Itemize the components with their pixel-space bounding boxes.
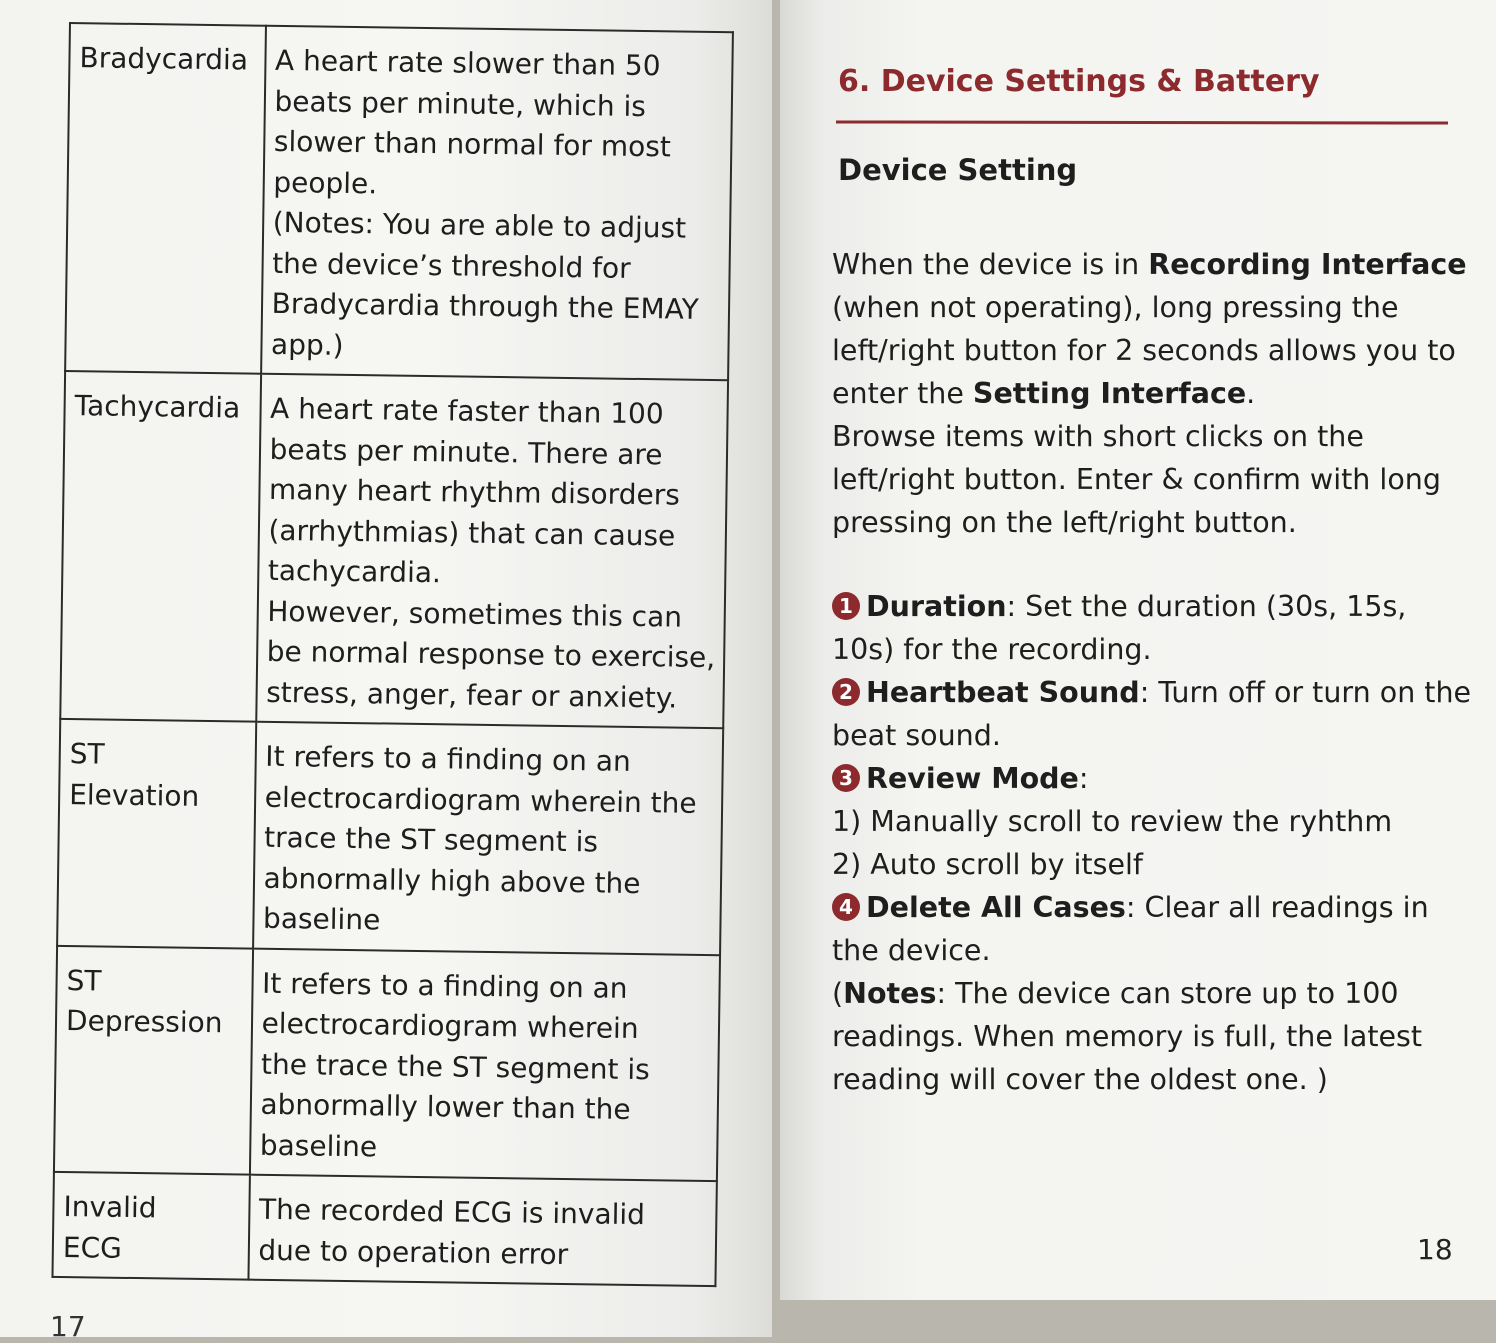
notes-open-paren: ( (832, 977, 844, 1010)
page-number-right: 18 (1417, 1233, 1453, 1266)
definition-line: The recorded ECG is invalid (258, 1192, 646, 1232)
intro-paragraph (832, 243, 1472, 415)
term-cell (60, 371, 260, 722)
recording-interface-term: Recording Interface (1148, 248, 1467, 281)
item-text: : (1078, 762, 1089, 795)
definition-line: tachycardia. (267, 553, 442, 590)
definition-line: (arrhythmias) that can cause (268, 513, 676, 553)
definition-line: slower than normal for most (273, 124, 672, 164)
term-line: ST (66, 963, 102, 998)
term-cell (54, 945, 253, 1174)
term-line: ST (69, 737, 105, 771)
definition-cell (261, 26, 733, 380)
definition-line: trace the ST segment is (263, 820, 599, 859)
table-row (52, 1172, 716, 1286)
item-text: : Set the duration (30s, 15s, 10s) for the recording. (832, 590, 1407, 666)
definition-line: app.) (270, 327, 344, 362)
term-line: Elevation (68, 777, 200, 813)
setting-item-delete-all-cases (832, 886, 1472, 972)
intro-text-1: When the device is in (832, 248, 1149, 281)
setting-interface-term: Setting Interface (972, 377, 1247, 410)
number-2-icon: 2 (832, 678, 860, 706)
glossary-table (51, 22, 733, 1287)
definition-cell (256, 374, 728, 728)
definition-line: It refers to a finding on an (261, 966, 628, 1005)
definition-line: A heart rate faster than 100 (269, 391, 664, 431)
review-option-1: 1) Manually scroll to review the ryhthm (832, 805, 1393, 838)
definition-line: However, sometimes this can (267, 594, 683, 634)
section-title: 6. Device Settings & Battery (838, 64, 1320, 99)
number-1-icon: 1 (832, 592, 860, 620)
definition-line: beats per minute, which is (274, 84, 647, 123)
definition-line: people. (273, 165, 378, 200)
definition-line: Bradycardia through the EMAY (271, 286, 699, 326)
review-option-2: 2) Auto scroll by itself (832, 848, 1143, 881)
item-text: : Clear all readings in the device. (832, 891, 1429, 967)
definition-line: abnormally lower than the (260, 1087, 631, 1126)
term-line: Bradycardia (79, 41, 249, 77)
definition-line: be normal response to exercise, (266, 634, 716, 675)
table-row (57, 719, 723, 955)
term-line: Tachycardia (74, 389, 241, 425)
definition-line: A heart rate slower than 50 (274, 43, 661, 83)
definition-line: many heart rhythm disorders (268, 472, 681, 512)
term-cell (52, 1172, 249, 1280)
definition-cell (249, 948, 720, 1181)
definition-line: the device’s threshold for (271, 246, 631, 285)
setting-item-duration (832, 585, 1472, 671)
intro-text-3: . (1246, 377, 1256, 410)
definition-cell (253, 722, 724, 955)
browse-paragraph: Browse items with short clicks on the left/right button. Enter & confirm with long pressing on the left/right button. (832, 420, 1441, 539)
item-text: : Turn off or turn on the beat sound. (832, 676, 1472, 752)
setting-item-heartbeat-sound (832, 671, 1472, 757)
notes-label: Notes (843, 977, 937, 1010)
term-cell (57, 719, 256, 948)
item-label: Delete All Cases (866, 891, 1126, 924)
term-line: Invalid (63, 1190, 157, 1225)
device-setting-body (832, 243, 1472, 1101)
definition-line: beats per minute. There are (269, 432, 663, 471)
number-3-icon: 3 (832, 764, 860, 792)
spacer (832, 544, 1472, 585)
definition-line: stress, anger, fear or anxiety. (265, 675, 678, 715)
setting-item-review-mode (832, 757, 1472, 800)
definition-line: the trace the ST segment is (260, 1047, 650, 1086)
definition-line: electrocardiogram wherein the (264, 780, 697, 820)
term-line: Depression (65, 1004, 223, 1040)
item-label: Duration (866, 590, 1007, 623)
definition-line: baseline (262, 901, 381, 937)
item-label: Heartbeat Sound (866, 676, 1140, 709)
notes-paragraph (832, 972, 1472, 1101)
subsection-title: Device Setting (838, 153, 1078, 187)
table-row (54, 945, 720, 1181)
item-label: Review Mode (866, 762, 1079, 795)
intro-text-2: (when not operating), long pressing the left/right button for 2 seconds allows you to enter the (832, 291, 1456, 410)
table-row (65, 23, 733, 380)
definition-line: (Notes: You are able to adjust (272, 205, 687, 245)
definition-line: due to operation error (258, 1233, 569, 1271)
term-cell (65, 23, 265, 374)
term-line: ECG (62, 1230, 123, 1265)
notes-text: : The device can store up to 100 readings. When memory is full, the latest reading will cover the oldest one. ) (832, 977, 1423, 1096)
definition-line: electrocardiogram wherein (261, 1006, 639, 1046)
definition-line: baseline (259, 1128, 378, 1163)
number-4-icon: 4 (832, 893, 860, 921)
definition-line: abnormally high above the (263, 861, 641, 900)
definition-line: It refers to a finding on an (265, 739, 631, 778)
definition-cell (248, 1175, 717, 1287)
table-row (60, 371, 728, 728)
page-number-left: 17 (50, 1310, 86, 1343)
